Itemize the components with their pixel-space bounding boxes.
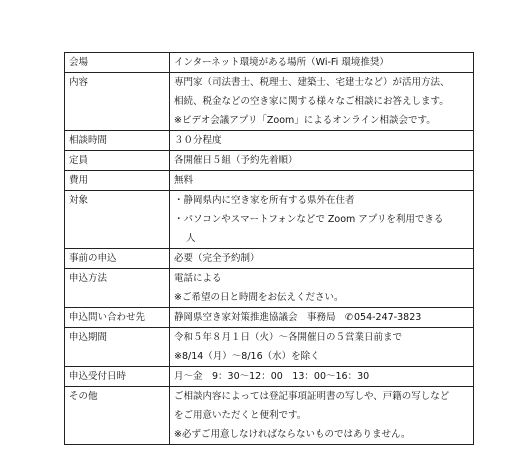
value-line: 各開催日５組（予約先着順） (174, 155, 298, 166)
row-value (170, 73, 474, 131)
contact-org: 静岡県空き家対策推進協議会 事務局 (174, 312, 346, 323)
row-label: その他 (65, 387, 170, 445)
table-row-application-method (65, 269, 474, 308)
row-label: 事前の申込 (65, 249, 170, 269)
value-line: ・パソコンやスマートフォンなどで Zoom アプリを利用できる (174, 214, 444, 225)
value-line: ※ビデオ会議アプリ「Zoom」によるオンライン相談会です。 (174, 115, 436, 126)
contact-phone: 054-247-3823 (353, 312, 422, 323)
row-value (170, 191, 474, 249)
row-value (170, 269, 474, 308)
table-row-reception-hours (65, 367, 474, 387)
row-label: 会場 (65, 53, 170, 73)
row-value (170, 171, 474, 191)
value-line: ※必ずご用意しなければならないものではありません。 (174, 429, 411, 440)
value-line: 無料 (174, 175, 194, 186)
row-value (170, 53, 474, 73)
value-line: ３０分程度 (174, 135, 222, 146)
value-line: ご相談内容によっては登記事項証明書の写しや、戸籍の写しなど (174, 391, 450, 402)
value-line: インターネット環境がある場所（Wi-Fi 環境推奨） (174, 57, 389, 68)
row-value (170, 308, 474, 328)
row-label: 費用 (65, 171, 170, 191)
row-value (170, 387, 474, 445)
table-row-contact (65, 308, 474, 328)
value-line: 人 (186, 233, 196, 244)
row-value (170, 249, 474, 269)
row-value (170, 151, 474, 171)
contact-line (174, 308, 469, 327)
table-row-capacity (65, 151, 474, 171)
value-line: 令和５年８月１日（火）～各開催日の５営業日前まで (174, 332, 403, 343)
table-row-prior-application (65, 249, 474, 269)
table-row-target (65, 191, 474, 249)
value-line: ・静岡県内に空き家を所有する県外在住者 (174, 195, 355, 206)
value-line: 相続、税金などの空き家に関する様々なご相談にお答えします。 (174, 96, 449, 107)
value-line: 専門家（司法書士、税理士、建築士、宅建士など）が活用方法、 (174, 77, 450, 88)
value-line: 電話による (174, 273, 222, 284)
row-label: 申込問い合わせ先 (65, 308, 170, 328)
value-line: をご用意いただくと便利です。 (174, 410, 307, 421)
row-label: 申込方法 (65, 269, 170, 308)
row-label: 内容 (65, 73, 170, 131)
row-value (170, 131, 474, 151)
value-line: 月～金 9：30～12：00 13：00～16：30 (174, 371, 370, 382)
table-row-venue (65, 53, 474, 73)
row-label: 定員 (65, 151, 170, 171)
table-row-fee (65, 171, 474, 191)
row-label: 対象 (65, 191, 170, 249)
row-label: 申込期間 (65, 328, 170, 367)
phone-icon: ✆ (345, 312, 353, 323)
table-row-consult-time (65, 131, 474, 151)
row-value (170, 328, 474, 367)
row-label: 申込受付日時 (65, 367, 170, 387)
table-row-other (65, 387, 474, 445)
table-row-content (65, 73, 474, 131)
value-line: ※8/14（月）～8/16（水）を除く (174, 351, 320, 362)
value-line: ※ご希望の日と時間をお伝えください。 (174, 292, 344, 303)
row-value (170, 367, 474, 387)
event-info-table (64, 52, 474, 445)
value-line: 必要（完全予約制） (174, 253, 260, 264)
table-row-application-period (65, 328, 474, 367)
row-label: 相談時間 (65, 131, 170, 151)
